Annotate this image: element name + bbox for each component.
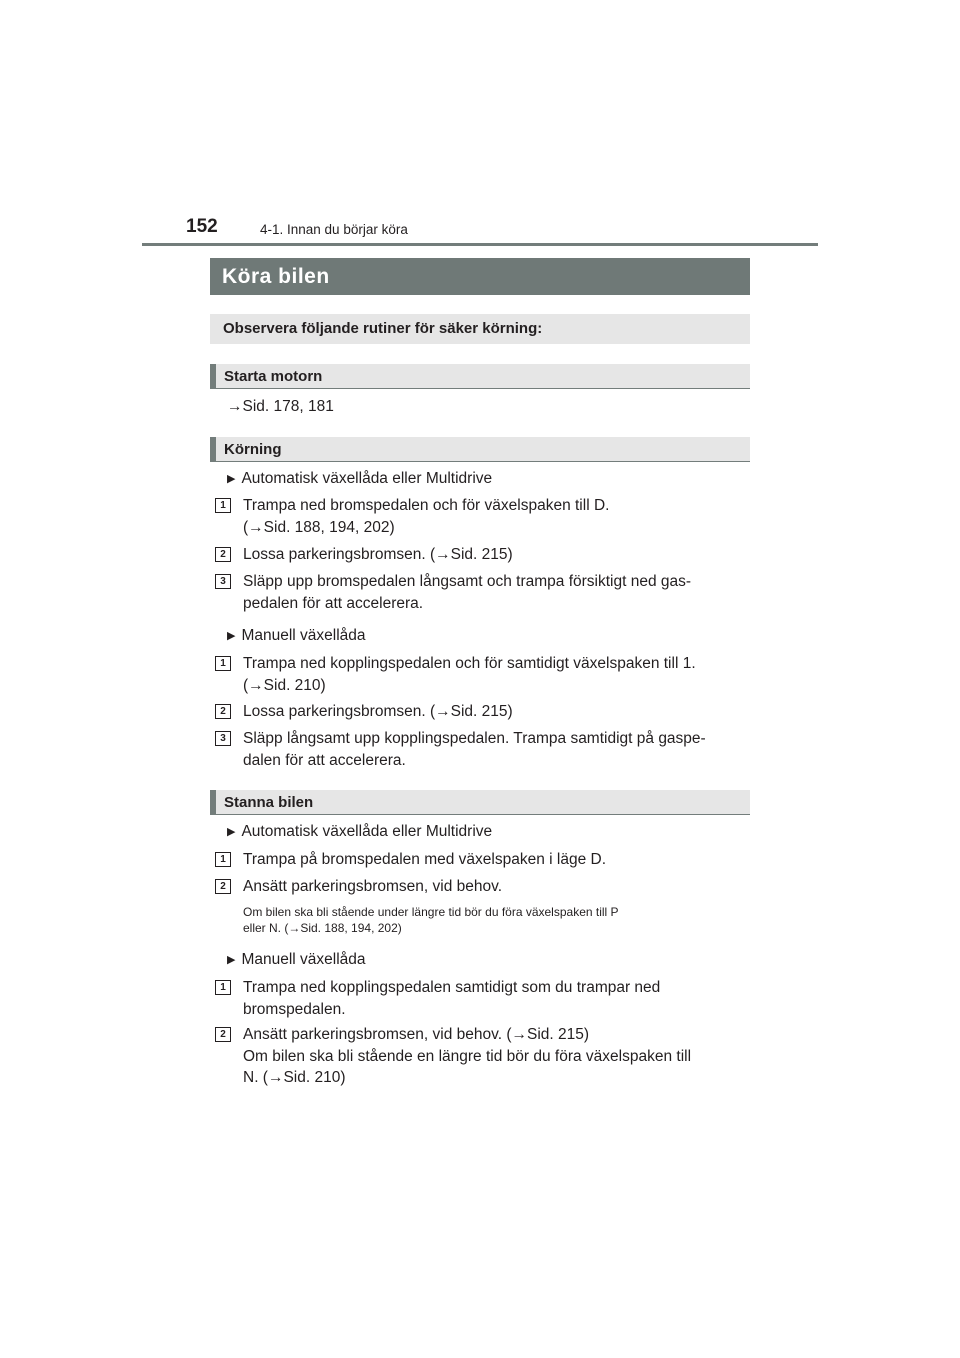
step-number: 1 [215,980,231,995]
triangle-bullet-icon: ▶ [227,473,236,485]
page-title: Köra bilen [210,258,750,295]
driving-auto-step-2: Lossa parkeringsbromsen. (→Sid. 215) [243,546,513,563]
step-number: 2 [215,1027,231,1042]
driving-auto-step-1: Trampa ned bromspedalen och för växelspaken till D. (→Sid. 188, 194, 202) [243,497,610,536]
page-number: 152 [186,216,218,237]
triangle-bullet-icon: ▶ [227,954,236,966]
section-heading-driving: Körning [210,437,750,462]
chapter-title: 4-1. Innan du börjar köra [260,222,408,237]
stop-manual-step-2: Ansätt parkeringsbromsen, vid behov. (→Sid. 215) Om bilen ska bli stående en längre tid bör du föra växelspaken till N. (→Sid. 210) [243,1026,692,1086]
driving-auto-step-3: Släpp upp bromspedalen långsamt och trampa försiktigt ned gas- pedalen för att accelerera. [243,573,692,612]
driving-manual-step-1: Trampa ned kopplingspedalen och för samtidigt växelspaken till 1. (→Sid. 210) [243,655,696,694]
step-number: 3 [215,731,231,746]
triangle-bullet-icon: ▶ [227,826,236,838]
driving-manual-label [227,626,366,646]
header-rule [142,243,818,246]
stop-auto-step-1: Trampa på bromspedalen med växelspaken i läge D. [243,851,607,868]
stop-manual-label-text: Manuell växellåda [241,951,366,968]
stop-auto-note: Om bilen ska bli stående under längre tid bör du föra växelspaken till P eller N. (→Sid. 188, 194, 202) [243,905,619,935]
step-number: 1 [215,498,231,513]
stop-auto-step-2: Ansätt parkeringsbromsen, vid behov. [243,878,503,895]
step-number: 2 [215,704,231,719]
driving-auto-label-text: Automatisk växellåda eller Multidrive [241,470,493,487]
safety-notice: Observera följande rutiner för säker körning: [210,314,750,344]
step-number: 3 [215,574,231,589]
step-number: 2 [215,547,231,562]
triangle-bullet-icon: ▶ [227,630,236,642]
step-number: 1 [215,852,231,867]
stop-auto-label-text: Automatisk växellåda eller Multidrive [241,823,493,840]
driving-manual-label-text: Manuell växellåda [241,627,366,644]
section-heading-stop: Stanna bilen [210,790,750,815]
section-heading-start: Starta motorn [210,364,750,389]
stop-manual-label [227,950,366,970]
step-number: 1 [215,656,231,671]
step-number: 2 [215,879,231,894]
driving-auto-label [227,469,492,489]
start-reference[interactable]: →Sid. 178, 181 [227,398,334,415]
stop-auto-label [227,822,492,842]
stop-manual-step-1: Trampa ned kopplingspedalen samtidigt som du trampar ned bromspedalen. [243,979,661,1018]
driving-manual-step-3: Släpp långsamt upp kopplingspedalen. Trampa samtidigt på gaspe- dalen för att accelerera. [243,730,706,769]
driving-manual-step-2: Lossa parkeringsbromsen. (→Sid. 215) [243,703,513,720]
